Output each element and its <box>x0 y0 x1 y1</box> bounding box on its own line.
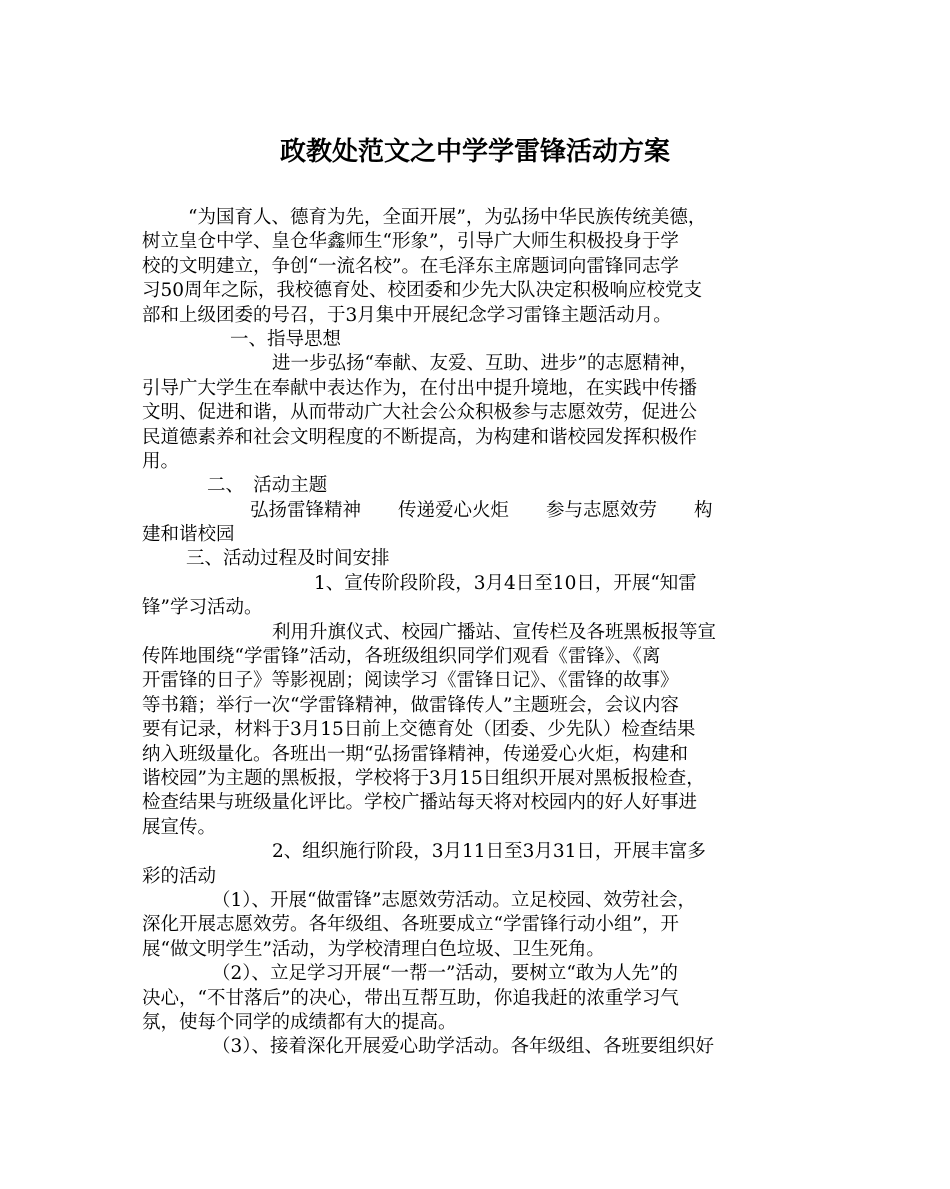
theme-line: 弘扬雷锋精神 传递爱心火炬 参与志愿效劳 构 <box>250 499 713 521</box>
theme-line: 建和谐校园 <box>142 524 235 546</box>
paragraph-line: 深化开展志愿效劳。各年级组、各班要成立“学雷锋行动小组”，开 <box>142 914 679 936</box>
paragraph-line: 部和上级团委的号召，于3月集中开展纪念学习雷锋主题活动月。 <box>142 304 672 326</box>
paragraph-line: 引导广大学生在奉献中表达作为，在付出中提升境地，在实践中传播 <box>142 377 698 399</box>
paragraph-line: 展“做文明学生”活动，为学校清理白色垃圾、卫生死角。 <box>142 938 605 960</box>
paragraph-line: 展宣传。 <box>142 816 217 838</box>
paragraph-line: 氛，使每个同学的成绩都有大的提高。 <box>142 1011 457 1033</box>
paragraph-line: 文明、促进和谐，从而带动广大社会公众积极参与志愿效劳，促进公 <box>142 402 698 424</box>
paragraph-line: 校的文明建立，争创“一流名校”。在毛泽东主席题词向雷锋同志学 <box>142 255 679 277</box>
paragraph-line: 进一步弘扬“奉献、友爱、互助、进步”的志愿精神， <box>272 353 698 375</box>
paragraph-line: 谐校园”为主题的黑板报，学校将于3月15日组织开展对黑板报检查， <box>142 767 705 789</box>
paragraph-line: 用。 <box>142 450 180 472</box>
paragraph-line: 民道德素养和社会文明程度的不断提高，为构建和谐校园发挥积极作 <box>142 426 698 448</box>
paragraph-line: 利用升旗仪式、校园广播站、宣传栏及各班黑板报等宣 <box>272 621 717 643</box>
paragraph-line: （3）、接着深化开展爱心助学活动。各年级组、各班要组织好 <box>212 1036 715 1058</box>
paragraph-line: 2、组织施行阶段，3月11日至3月31日，开展丰富多 <box>272 841 706 863</box>
section-heading: 一、指导思想 <box>230 328 342 350</box>
document-body <box>142 206 814 1060</box>
paragraph-line: 1、宣传阶段阶段，3月4日至10日，开展“知雷 <box>314 572 697 594</box>
paragraph-line: 树立皇仓中学、皇仓华鑫师生“形象”，引导广大师生积极投身于学 <box>142 231 679 253</box>
paragraph-line: 开雷锋的日子》等影视剧；阅读学习《雷锋日记》、《雷锋的故事》 <box>142 670 679 692</box>
paragraph-line: 纳入班级量化。各班出一期“弘扬雷锋精神，传递爱心火炬，构建和 <box>142 743 688 765</box>
paragraph-line: （1）、开展“做雷锋”志愿效劳活动。立足校园、效劳社会， <box>212 889 696 911</box>
paragraph-line: “为国育人、德育为先，全面开展”，为弘扬中华民族传统美德， <box>188 207 707 228</box>
paragraph-line: 等书籍；举行一次“学雷锋精神，做雷锋传人”主题班会，会议内容 <box>142 694 679 716</box>
paragraph-line: 习50周年之际，我校德育处、校团委和少先大队决定积极响应校党支 <box>142 280 703 302</box>
paragraph-line: 传阵地围绕“学雷锋”活动，各班级组织同学们观看《雷锋》、《离 <box>142 646 661 668</box>
section-heading: 二、 活动主题 <box>207 475 328 497</box>
paragraph-line: 决心，“不甘落后”的决心，带出互帮互助，你追我赶的浓重学习气 <box>142 987 679 1009</box>
paragraph-line: 检查结果与班级量化评比。学校广播站每天将对校园内的好人好事进 <box>142 792 698 814</box>
paragraph-line: （2）、立足学习开展“一帮一”活动，要树立“敢为人先”的 <box>212 963 678 985</box>
document-title: 政教处范文之中学学雷锋活动方案 <box>279 137 670 167</box>
paragraph-line: 要有记录，材料于3月15日前上交德育处（团委、少先队）检查结果 <box>142 719 696 741</box>
paragraph-line: 彩的活动 <box>142 865 217 887</box>
section-heading: 三、活动过程及时间安排 <box>186 548 390 570</box>
paragraph-line: 锋”学习活动。 <box>142 597 263 619</box>
